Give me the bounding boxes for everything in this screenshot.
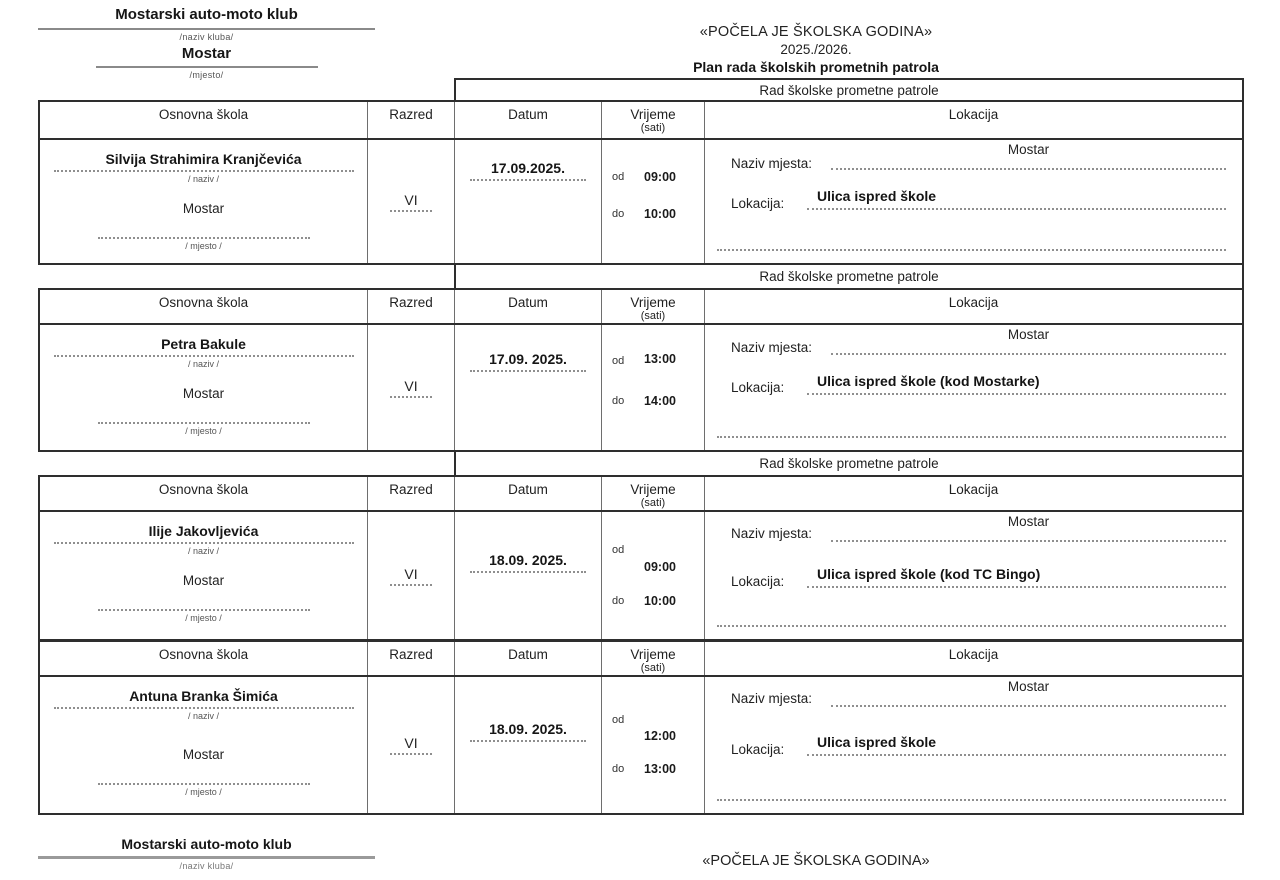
- col-header-school: Osnovna škola: [40, 477, 368, 510]
- location-line: [807, 558, 1226, 588]
- place-name-label: Naziv mjesta:: [731, 691, 813, 706]
- col-header-grade: Razred: [368, 642, 455, 675]
- dotted-line: [717, 625, 1226, 627]
- table-row: [38, 140, 1244, 265]
- naziv-label: / naziv /: [187, 711, 219, 721]
- time-to-value: 10:00: [644, 207, 676, 221]
- club-header: [38, 6, 375, 80]
- banner-text: Rad školske prometne patrole: [759, 456, 939, 471]
- dotted-line: [717, 436, 1226, 438]
- patrol-block-2: [38, 265, 1244, 452]
- place-name-value: Mostar: [831, 142, 1226, 170]
- col-header-date: Datum: [455, 102, 602, 138]
- document-title: [640, 24, 992, 75]
- col-header-grade: Razred: [368, 477, 455, 510]
- place-name-value: Mostar: [831, 679, 1226, 707]
- col-header-time-unit: (sati): [640, 497, 666, 509]
- dotted-line: [98, 783, 310, 785]
- mjesto-label: / mjesto /: [185, 241, 222, 251]
- col-header-time-main: Vrijeme: [630, 107, 676, 122]
- club-name-label: /naziv kluba/: [179, 32, 234, 42]
- col-header-location: Lokacija: [948, 107, 999, 122]
- date-value: 17.09. 2025.: [489, 351, 567, 367]
- patrol-block-4: [38, 640, 1244, 815]
- time-cell: [602, 677, 705, 813]
- time-cell: [602, 325, 705, 450]
- school-place: Mostar: [182, 747, 225, 762]
- school-place: Mostar: [182, 386, 225, 401]
- time-to-label: do: [612, 208, 625, 220]
- dotted-line: [54, 355, 354, 357]
- location-label: Lokacija:: [731, 574, 785, 589]
- col-header-time: [602, 477, 705, 510]
- grade-cell: [368, 677, 455, 813]
- banner-rad-patrole: [454, 265, 1244, 288]
- mjesto-label: / mjesto /: [185, 787, 222, 797]
- school-cell: [40, 325, 368, 450]
- table-row: [38, 512, 1244, 641]
- club-place-label: /mjesto/: [189, 70, 224, 80]
- time-to-label: do: [612, 763, 625, 775]
- dotted-line: [54, 707, 354, 709]
- time-to-label: do: [612, 395, 625, 407]
- col-header-time-unit: (sati): [640, 310, 666, 322]
- table-header-row: [38, 100, 1244, 140]
- col-header-school: Osnovna škola: [40, 102, 368, 138]
- school-name: Antuna Branka Šimića: [129, 688, 278, 704]
- banner-text: Rad školske prometne patrole: [759, 269, 939, 284]
- col-header-location: Lokacija: [948, 295, 999, 310]
- location-label: Lokacija:: [731, 196, 785, 211]
- dotted-line: [470, 571, 586, 573]
- table-row: [38, 677, 1244, 815]
- school-place: Mostar: [182, 573, 225, 588]
- col-header-date: Datum: [455, 642, 602, 675]
- title-line: «POČELA JE ŠKOLSKA GODINA»: [699, 24, 933, 40]
- dotted-line: [470, 370, 586, 372]
- location-value: Ulica ispred škole (kod TC Bingo): [817, 566, 1041, 582]
- school-name: Petra Bakule: [161, 336, 246, 352]
- club-name-label: /naziv kluba/: [179, 861, 234, 871]
- banner-rad-patrole: [454, 78, 1244, 100]
- banner-text: Rad školske prometne patrole: [759, 82, 939, 98]
- time-to-value: 14:00: [644, 394, 676, 408]
- dotted-line: [98, 422, 310, 424]
- dotted-line: [54, 170, 354, 172]
- club-name: Mostarski auto-moto klub: [121, 836, 292, 852]
- time-to-label: do: [612, 595, 625, 607]
- club-header-next-page: [38, 836, 375, 871]
- col-header-location: Lokacija: [948, 482, 999, 497]
- time-from-value: 09:00: [644, 170, 676, 184]
- dotted-line: [98, 237, 310, 239]
- location-value: Ulica ispred škole: [817, 734, 937, 750]
- grade-cell: [368, 140, 455, 263]
- date-cell: [455, 325, 602, 450]
- time-from-label: od: [612, 714, 625, 726]
- location-line: [807, 726, 1226, 756]
- place-name-value: Mostar: [831, 514, 1226, 542]
- time-from-label: od: [612, 544, 625, 556]
- dotted-line: [98, 609, 310, 611]
- table-header-row: [38, 640, 1244, 677]
- mjesto-label: / mjesto /: [185, 426, 222, 436]
- dotted-line: [470, 179, 586, 181]
- document-title-next-page: «POČELA JE ŠKOLSKA GODINA»: [702, 853, 930, 869]
- date-cell: [455, 677, 602, 813]
- col-header-time-main: Vrijeme: [630, 647, 676, 662]
- dotted-line: [470, 740, 586, 742]
- date-cell: [455, 512, 602, 639]
- naziv-label: / naziv /: [187, 359, 219, 369]
- date-value: 18.09. 2025.: [489, 721, 567, 737]
- grade-value: VI: [390, 378, 431, 398]
- date-cell: [455, 140, 602, 263]
- location-cell: [705, 325, 1242, 450]
- place-name-value: Mostar: [831, 327, 1226, 355]
- time-to-value: 10:00: [644, 594, 676, 608]
- location-line: [807, 365, 1226, 395]
- club-place-underline: [96, 66, 318, 68]
- col-header-time-main: Vrijeme: [630, 295, 676, 310]
- naziv-label: / naziv /: [187, 174, 219, 184]
- banner-rad-patrole: [454, 452, 1244, 475]
- place-name-label: Naziv mjesta:: [731, 156, 813, 171]
- time-from-value: 13:00: [644, 352, 676, 366]
- col-header-grade: Razred: [368, 290, 455, 323]
- col-header-school: Osnovna škola: [40, 642, 368, 675]
- subtitle: Plan rada školskih prometnih patrola: [693, 59, 939, 75]
- col-header-school: Osnovna škola: [40, 290, 368, 323]
- club-name: Mostarski auto-moto klub: [115, 6, 298, 23]
- grade-cell: [368, 512, 455, 639]
- time-from-value: 09:00: [644, 560, 676, 574]
- school-cell: [40, 140, 368, 263]
- col-header-date: Datum: [455, 477, 602, 510]
- col-header-time-unit: (sati): [640, 662, 666, 674]
- location-line: [807, 180, 1226, 210]
- time-from-label: od: [612, 355, 625, 367]
- col-header-time-main: Vrijeme: [630, 482, 676, 497]
- time-from-label: od: [612, 171, 625, 183]
- col-header-time-unit: (sati): [640, 122, 666, 134]
- location-label: Lokacija:: [731, 380, 785, 395]
- grade-value: VI: [390, 735, 431, 755]
- dotted-line: [717, 799, 1226, 801]
- grade-value: VI: [390, 192, 431, 212]
- table-header-row: [38, 288, 1244, 325]
- club-place: Mostar: [181, 45, 232, 62]
- mjesto-label: / mjesto /: [185, 613, 222, 623]
- dotted-line: [717, 249, 1226, 251]
- col-header-date: Datum: [455, 290, 602, 323]
- table-row: [38, 325, 1244, 452]
- location-value: Ulica ispred škole (kod Mostarke): [817, 373, 1040, 389]
- naziv-label: / naziv /: [187, 546, 219, 556]
- location-value: Ulica ispred škole: [817, 188, 937, 204]
- school-name: Silvija Strahimira Kranjčevića: [105, 151, 302, 167]
- school-name: Ilije Jakovljevića: [148, 523, 259, 539]
- time-cell: [602, 140, 705, 263]
- location-cell: [705, 677, 1242, 813]
- school-cell: [40, 677, 368, 813]
- location-label: Lokacija:: [731, 742, 785, 757]
- patrol-block-3: [38, 452, 1244, 641]
- place-name-label: Naziv mjesta:: [731, 340, 813, 355]
- table-header-row: [38, 475, 1244, 512]
- time-from-value: 12:00: [644, 729, 676, 743]
- location-cell: [705, 512, 1242, 639]
- grade-cell: [368, 325, 455, 450]
- date-value: 18.09. 2025.: [489, 552, 567, 568]
- school-year: 2025./2026.: [780, 42, 852, 57]
- school-cell: [40, 512, 368, 639]
- time-cell: [602, 512, 705, 639]
- dotted-line: [54, 542, 354, 544]
- school-place: Mostar: [182, 201, 225, 216]
- patrol-block-1: [38, 78, 1244, 265]
- date-value: 17.09.2025.: [491, 160, 565, 176]
- time-to-value: 13:00: [644, 762, 676, 776]
- grade-value: VI: [390, 566, 431, 586]
- club-name-underline: [38, 856, 375, 859]
- place-name-label: Naziv mjesta:: [731, 526, 813, 541]
- col-header-grade: Razred: [368, 102, 455, 138]
- col-header-time: [602, 290, 705, 323]
- club-name-underline: [38, 28, 375, 30]
- col-header-time: [602, 642, 705, 675]
- location-cell: [705, 140, 1242, 263]
- col-header-time: [602, 102, 705, 138]
- col-header-location: Lokacija: [948, 647, 999, 662]
